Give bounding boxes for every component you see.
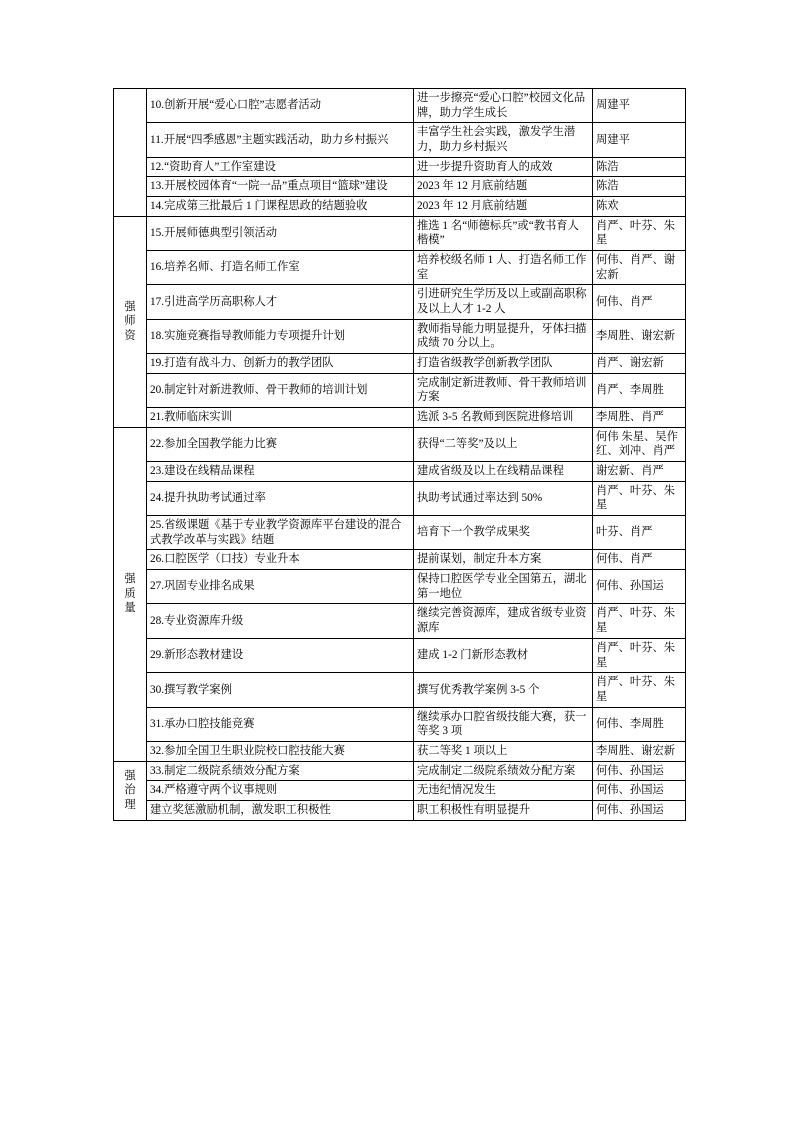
goal-cell: 撰写优秀教学案例 3-5 个 (414, 673, 593, 707)
task-cell: 19.打造有战斗力、创新力的教学团队 (147, 354, 414, 374)
owner-cell: 何伟、孙国运 (593, 781, 686, 801)
task-cell: 16.培养名师、打造名师工作室 (147, 251, 414, 285)
owner-cell: 陈欢 (593, 197, 686, 217)
goal-cell: 丰富学生社会实践，激发学生潜力，助力乡村振兴 (414, 123, 593, 157)
owner-cell: 周建平 (593, 89, 686, 123)
table-row (114, 462, 686, 482)
task-cell: 33.制定二级院系绩效分配方案 (147, 761, 414, 781)
group-label-char: 强 (124, 769, 136, 782)
goal-cell: 进一步提升资助育人的成效 (414, 157, 593, 177)
task-cell: 14.完成第三批最后 1 门课程思政的结题验收 (147, 197, 414, 217)
goal-cell: 继续完善资源库，建成省级专业资源库 (414, 604, 593, 638)
table-row (114, 285, 686, 319)
goal-cell: 保持口腔医学专业全国第五，湖北第一地位 (414, 570, 593, 604)
task-cell: 34.严格遵守两个议事规则 (147, 781, 414, 801)
task-cell: 17.引进高学历高职称人才 (147, 285, 414, 319)
goal-cell: 打造省级教学创新教学团队 (414, 354, 593, 374)
task-cell: 30.撰写教学案例 (147, 673, 414, 707)
table-row (114, 354, 686, 374)
group-label-char: 治 (124, 784, 136, 797)
goal-cell: 完成制定二级院系绩效分配方案 (414, 761, 593, 781)
owner-cell: 叶芬、肖严 (593, 516, 686, 550)
owner-cell: 谢宏新、肖严 (593, 462, 686, 482)
goal-cell: 推选 1 名“师德标兵”或“教书育人楷模” (414, 216, 593, 250)
task-cell: 24.提升执助考试通过率 (147, 481, 414, 515)
table-row (114, 741, 686, 761)
table-row (114, 570, 686, 604)
table-row (114, 216, 686, 250)
goal-cell: 获得“二等奖”及以上 (414, 427, 593, 461)
task-cell: 26.口腔医学（口技）专业升本 (147, 550, 414, 570)
group-label-char: 量 (124, 602, 136, 615)
table-row (114, 673, 686, 707)
task-cell: 23.建设在线精品课程 (147, 462, 414, 482)
goal-cell: 2023 年 12 月底前结题 (414, 197, 593, 217)
table-row (114, 516, 686, 550)
table-row (114, 157, 686, 177)
table-row (114, 550, 686, 570)
table-row (114, 408, 686, 428)
table-row (114, 800, 686, 820)
goal-cell: 选派 3-5 名教师到医院进修培训 (414, 408, 593, 428)
goal-cell: 进一步擦亮“爱心口腔”校园文化品牌，助力学生成长 (414, 89, 593, 123)
task-cell: 21.教师临床实训 (147, 408, 414, 428)
owner-cell: 何伟、肖严 (593, 285, 686, 319)
task-cell: 12.“资助育人”工作室建设 (147, 157, 414, 177)
goal-cell: 提前谋划，制定升本方案 (414, 550, 593, 570)
owner-cell: 肖严、叶芬、朱星 (593, 673, 686, 707)
goal-cell: 教师指导能力明显提升，牙体扫描成绩 70 分以上。 (414, 319, 593, 353)
owner-cell: 何伟、肖严 (593, 550, 686, 570)
table-row (114, 373, 686, 407)
goal-cell: 培育下一个教学成果奖 (414, 516, 593, 550)
owner-cell: 肖严、谢宏新 (593, 354, 686, 374)
task-cell: 28.专业资源库升级 (147, 604, 414, 638)
table-body (114, 89, 686, 821)
owner-cell: 周建平 (593, 123, 686, 157)
goal-cell: 继续承办口腔省级技能大赛，获一等奖 3 项 (414, 707, 593, 741)
owner-cell: 陈浩 (593, 177, 686, 197)
goal-cell: 建成省级及以上在线精品课程 (414, 462, 593, 482)
task-cell: 22.参加全国教学能力比赛 (147, 427, 414, 461)
owner-cell: 何伟、孙国运 (593, 800, 686, 820)
task-cell: 27.巩固专业排名成果 (147, 570, 414, 604)
owner-cell: 李周胜、肖严 (593, 408, 686, 428)
owner-cell: 陈浩 (593, 157, 686, 177)
task-cell: 15.开展师德典型引领活动 (147, 216, 414, 250)
goal-cell: 引进研究生学历及以上或副高职称及以上人才 1-2 人 (414, 285, 593, 319)
table-row (114, 177, 686, 197)
table-row (114, 427, 686, 461)
goal-cell: 培养校级名师 1 人、打造名师工作室 (414, 251, 593, 285)
group-label-cell (114, 427, 147, 761)
table-row (114, 319, 686, 353)
table-row (114, 707, 686, 741)
owner-cell: 李周胜、谢宏新 (593, 319, 686, 353)
group-label-char: 质 (124, 587, 136, 600)
table-row (114, 123, 686, 157)
goal-cell: 执助考试通过率达到 50% (414, 481, 593, 515)
owner-cell: 何伟 朱星、吴作红、刘冲、肖严 (593, 427, 686, 461)
group-label-char: 强 (124, 573, 136, 586)
table-row (114, 251, 686, 285)
task-cell: 31.承办口腔技能竞赛 (147, 707, 414, 741)
owner-cell: 肖严、叶芬、朱星 (593, 604, 686, 638)
goal-cell: 无违纪情况发生 (414, 781, 593, 801)
task-cell: 10.创新开展“爱心口腔”志愿者活动 (147, 89, 414, 123)
task-cell: 13.开展校园体育“一院一品”重点项目“篮球”建设 (147, 177, 414, 197)
owner-cell: 何伟、孙国运 (593, 761, 686, 781)
task-cell: 29.新形态教材建设 (147, 638, 414, 672)
owner-cell: 何伟、孙国运 (593, 570, 686, 604)
owner-cell: 李周胜、谢宏新 (593, 741, 686, 761)
goal-cell: 完成制定新进教师、骨干教师培训方案 (414, 373, 593, 407)
table-row (114, 638, 686, 672)
group-label-char: 强 (124, 300, 136, 313)
task-cell: 32.参加全国卫生职业院校口腔技能大赛 (147, 741, 414, 761)
group-label-cell (114, 216, 147, 427)
goal-cell: 职工积极性有明显提升 (414, 800, 593, 820)
table-row (114, 781, 686, 801)
owner-cell: 肖严、叶芬、朱星 (593, 216, 686, 250)
group-label-cell (114, 761, 147, 820)
task-cell: 建立奖惩激励机制，激发职工积极性 (147, 800, 414, 820)
table-row (114, 89, 686, 123)
table-row (114, 604, 686, 638)
group-label-char: 资 (124, 330, 136, 343)
table-row (114, 761, 686, 781)
goal-cell: 2023 年 12 月底前结题 (414, 177, 593, 197)
table-row (114, 197, 686, 217)
work-plan-table (113, 88, 686, 821)
task-cell: 18.实施竞赛指导教师能力专项提升计划 (147, 319, 414, 353)
table-row (114, 481, 686, 515)
owner-cell: 肖严、李周胜 (593, 373, 686, 407)
task-cell: 25.省级课题《基于专业教学资源库平台建设的混合式教学改革与实践》结题 (147, 516, 414, 550)
owner-cell: 何伟、肖严、谢宏新 (593, 251, 686, 285)
goal-cell: 建成 1-2 门新形态教材 (414, 638, 593, 672)
group-label-cell (114, 89, 147, 217)
goal-cell: 获二等奖 1 项以上 (414, 741, 593, 761)
group-label-char: 师 (124, 315, 136, 328)
group-label-char: 理 (124, 798, 136, 811)
task-cell: 20.制定针对新进教师、骨干教师的培训计划 (147, 373, 414, 407)
owner-cell: 肖严、叶芬、朱星 (593, 481, 686, 515)
task-cell: 11.开展“四季感恩”主题实践活动，助力乡村振兴 (147, 123, 414, 157)
owner-cell: 肖严、叶芬、朱星 (593, 638, 686, 672)
owner-cell: 何伟、李周胜 (593, 707, 686, 741)
